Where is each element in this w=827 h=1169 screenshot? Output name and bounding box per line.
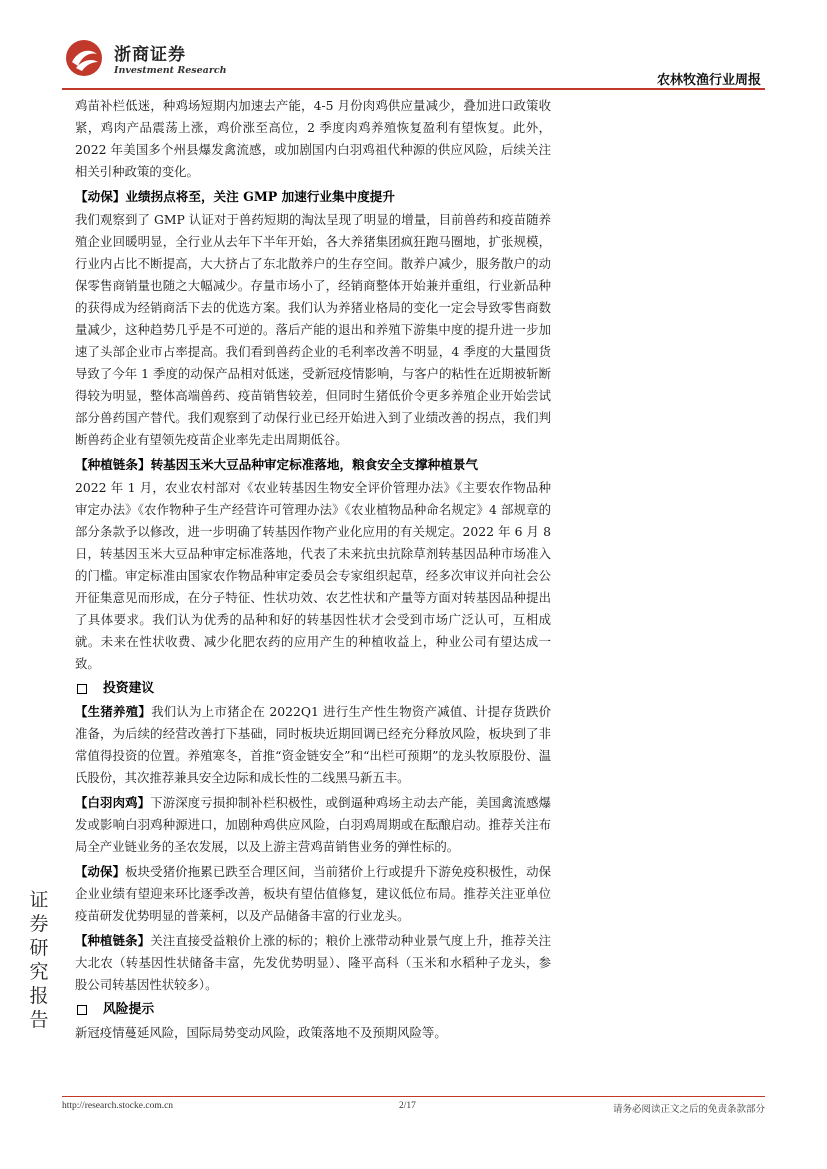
subheading-animal-health: 【动保】业绩拐点将至，关注 GMP 加速行业集中度提升 <box>75 189 395 204</box>
company-name-en: Investment Research <box>114 65 227 76</box>
side-char: 研 <box>29 937 49 959</box>
side-char: 券 <box>29 913 49 935</box>
header-divider <box>62 88 765 90</box>
side-char: 证 <box>29 889 49 911</box>
page-number: 2/17 <box>399 1101 416 1111</box>
section-title: 风险提示 <box>103 1002 155 1017</box>
paragraph-risk: 新冠疫情蔓延风险，国际局势变动风险，政策落地不及预期风险等。 <box>75 1025 447 1040</box>
tag-label: 【种植链条】 <box>75 933 151 948</box>
footer-url-link[interactable]: http://research.stocke.com.cn <box>62 1101 174 1111</box>
side-char: 究 <box>29 961 49 983</box>
logo-mark-icon <box>62 38 106 78</box>
company-name-cn: 浙商证券 <box>114 45 186 65</box>
checkbox-bullet-icon <box>77 1005 87 1015</box>
main-content <box>75 95 551 1044</box>
paragraph-broiler-intro: 鸡苗补栏低迷，种鸡场短期内加速去产能，4-5 月份肉鸡供应量减少，叠加进口政策收紧，鸡肉产品震荡上涨，鸡价涨至高位，2 季度肉鸡养殖恢复盈利有望恢复。此外，2022 年美国多个州县爆发禽流感，或加剧国内白羽鸡祖代种源的供应风险，后续关注相关引种政策的变化。 <box>75 98 551 179</box>
recommendation-seed <box>75 930 551 996</box>
recommendation-text: 板块受猪价拖累已跌至合理区间，当前猪价上行或提升下游免疫积极性，动保企业业绩有望迎来环比逐季改善，板块有望估值修复，建议低位布局。推荐关注亚单位疫苗研发优势明显的普莱柯，以及产品储备丰富的行业龙头。 <box>75 864 552 923</box>
recommendation-text: 我们认为上市猪企在 2022Q1 进行生产性生物资产减值、计提存货跌价准备，为后续的经营改善打下基础，同时板块近期回调已经充分释放风险，板块到了非常值得投资的位置。养殖寒冬，首推“资金链安全”和“出栏可预期”的龙头牧原股份、温氏股份，其次推荐兼具安全边际和成长性的二线黑马新五丰。 <box>75 704 552 785</box>
company-logo <box>62 38 227 84</box>
recommendation-animal-health <box>75 861 551 927</box>
tag-label: 【白羽肉鸡】 <box>75 795 151 810</box>
side-char: 报 <box>29 985 49 1007</box>
section-title: 投资建议 <box>103 681 155 696</box>
section-investment-advice <box>75 678 551 700</box>
tag-label: 【动保】 <box>75 864 126 879</box>
section-risk <box>75 999 551 1021</box>
side-char: 告 <box>29 1009 49 1031</box>
tag-label: 【生猪养殖】 <box>75 704 152 719</box>
paragraph-seed-chain: 2022 年 1 月，农业农村部对《农业转基因生物安全评价管理办法》《主要农作物品种审定办法》《农作物种子生产经营许可管理办法》《农业植物品种命名规定》4 部规章的部分条款予以修改，进一步明确了转基因作物产业化应用的有关规定。2022 年 6 月 8 日，转基因玉米大豆品种审定标准落地，代表了未来抗虫抗除草剂转基因品种市场准入的门槛。审定标准由国家农作物品种审定委员会专家组织起草，经多次审议并向社会公开征集意见而形成，在分子特征、性状功效、农艺性状和产量等方面对转基因品种提出了具体要求。我们认为优秀的品种和好的转基因性状才会受到市场广泛认可，互相成就。未来在性状收费、减少化肥农药的应用产生的种植收益上，种业公司有望达成一致。 <box>75 480 551 671</box>
recommendation-pig <box>75 701 551 789</box>
subheading-seed-chain: 【种植链条】转基因玉米大豆品种审定标准落地，粮食安全支撑种植景气 <box>75 457 478 472</box>
report-type: 农林牧渔行业周报 <box>656 73 761 88</box>
paragraph-animal-health: 我们观察到了 GMP 认证对于兽药短期的淘汰呈现了明显的增量，目前兽药和疫苗随养殖企业回暖明显，全行业从去年下半年开始，各大养猪集团疯狂跑马圈地，扩张规模，行业内占比不断提高，大大挤占了东北散养户的生存空间。散养户减少，服务散户的动保零售商销量也随之大幅减少。存量市场小了，经销商整体开始兼并重组，行业新品种的获得成为经销商活下去的优选方案。我们认为养猪业格局的变化一定会导致零售商数量减少，这种趋势几乎是不可逆的。落后产能的退出和养殖下游集中度的提升进一步加速了头部企业市占率提高。我们看到兽药企业的毛利率改善不明显，4 季度的大量囤货导致了今年 1 季度的动保产品相对低迷，受新冠疫情影响，与客户的粘性在近期被斩断得较为明显，整体高端兽药、疫苗销售较差，但同时生猪低价令更多养殖企业开始尝试部分兽药国产替代。我们观察到了动保行业已经开始进入到了业绩改善的拐点，我们判断兽药企业有望领先疫苗企业率先走出周期低谷。 <box>75 212 551 447</box>
recommendation-poultry <box>75 792 551 858</box>
recommendation-text: 下游深度亏损抑制补栏积极性，或倒逼种鸡场主动去产能，美国禽流感爆发或影响白羽鸡种源进口，加剧种鸡供应风险，白羽鸡周期或在酝酿启动。推荐关注布局全产业链业务的圣农发展，以及上游主营鸡苗销售业务的弹性标的。 <box>75 795 552 854</box>
recommendation-text: 关注直接受益粮价上涨的标的；粮价上涨带动种业景气度上升，推荐关注大北农（转基因性状储备丰富，先发优势明显）、隆平高科（玉米和水稻种子龙头，参股公司转基因性状较多）。 <box>75 933 552 992</box>
footer-disclaimer: 请务必阅读正文之后的免责条款部分 <box>612 1104 765 1115</box>
side-label-securities-research <box>24 888 54 1032</box>
checkbox-bullet-icon <box>77 684 87 694</box>
footer-divider <box>62 1096 765 1097</box>
